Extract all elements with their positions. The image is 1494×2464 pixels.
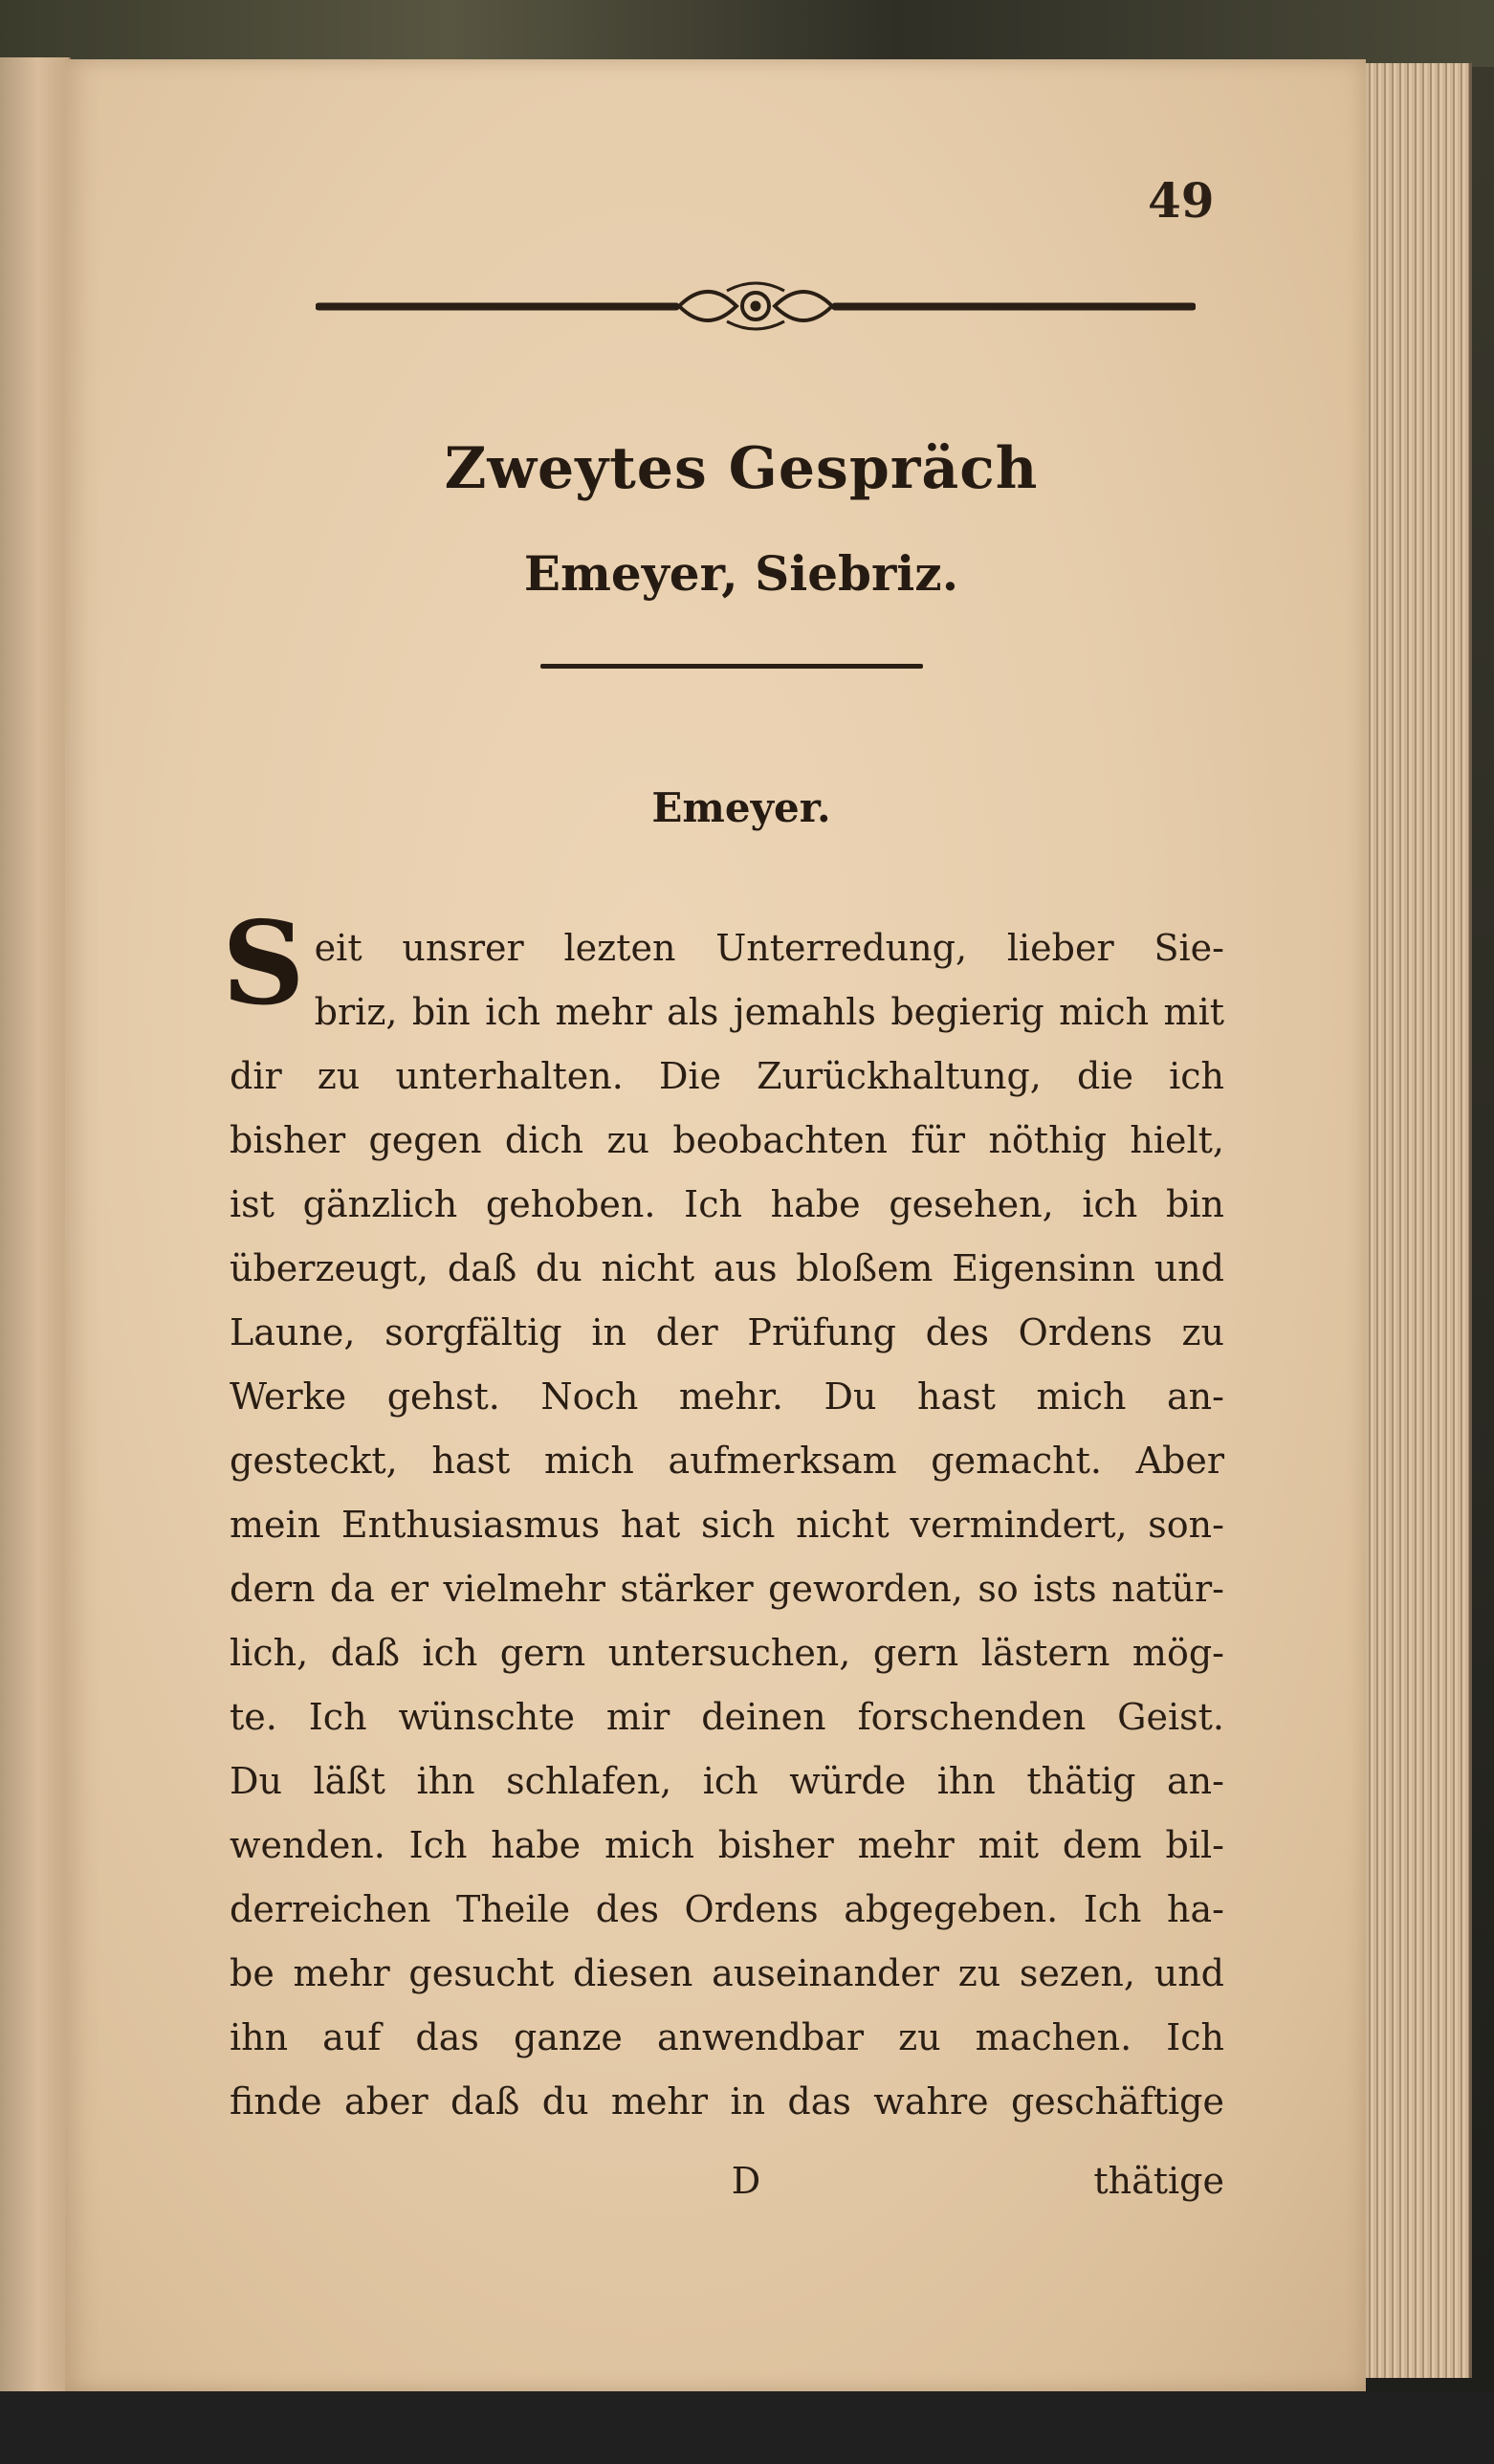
body-line: Werke gehst. Noch mehr. Du hast mich an- — [230, 1375, 1224, 1418]
body-line: lich, daß ich gern untersuchen, gern lästern mög- — [230, 1632, 1224, 1674]
body-line: ist gänzlich gehoben. Ich habe gesehen, ich bin — [230, 1183, 1224, 1225]
body-line: gesteckt, hast mich aufmerksam gemacht. Aber — [230, 1440, 1224, 1482]
facing-page-edge — [0, 57, 71, 2401]
ornamental-headpiece — [316, 277, 1196, 335]
catchword: thätige — [1093, 2160, 1224, 2202]
bottom-shadow — [0, 2391, 1494, 2464]
body-line: mein Enthusiasmus hat sich nicht vermindert, son- — [230, 1504, 1224, 1546]
body-line: derreichen Theile des Ordens abgegeben. Ich ha- — [230, 1888, 1224, 1930]
chapter-subtitle: Emeyer, Siebriz. — [523, 545, 959, 602]
page-stack-edge — [1366, 63, 1472, 2378]
body-line: ihn auf das ganze anwendbar zu machen. Ich — [230, 2016, 1224, 2058]
body-line: bisher gegen dich zu beobachten für nöthig hielt, — [230, 1119, 1224, 1161]
body-line: finde aber daß du mehr in das wahre geschäftige — [230, 2080, 1224, 2123]
page-number: 49 — [1148, 172, 1215, 229]
drop-cap: S — [222, 896, 305, 1031]
chapter-title: Zweytes Gespräch — [444, 435, 1039, 502]
book-binding — [0, 0, 1494, 67]
body-line: te. Ich wünschte mir deinen forschenden Geist. — [230, 1696, 1224, 1738]
title-rule — [540, 664, 923, 669]
signature-mark: D — [731, 2160, 761, 2202]
body-line: wenden. Ich habe mich bisher mehr mit dem bil- — [230, 1824, 1224, 1866]
speaker-heading: Emeyer. — [651, 784, 831, 831]
body-line: überzeugt, daß du nicht aus bloßem Eigensinn und — [230, 1247, 1224, 1289]
body-line: Laune, sorgfältig in der Prüfung des Ordens zu — [230, 1311, 1224, 1353]
body-line: dern da er vielmehr stärker geworden, so ists natür- — [230, 1568, 1224, 1610]
body-line: briz, bin ich mehr als jemahls begierig mich mit — [314, 991, 1224, 1033]
body-text — [222, 896, 1224, 2134]
body-line: eit unsrer lezten Unterredung, lieber Sie- — [314, 927, 1224, 969]
body-line: be mehr gesucht diesen auseinander zu sezen, und — [230, 1952, 1224, 1994]
body-line: Du läßt ihn schlafen, ich würde ihn thätig an- — [230, 1760, 1224, 1802]
body-line: dir zu unterhalten. Die Zurückhaltung, die ich — [230, 1055, 1224, 1097]
